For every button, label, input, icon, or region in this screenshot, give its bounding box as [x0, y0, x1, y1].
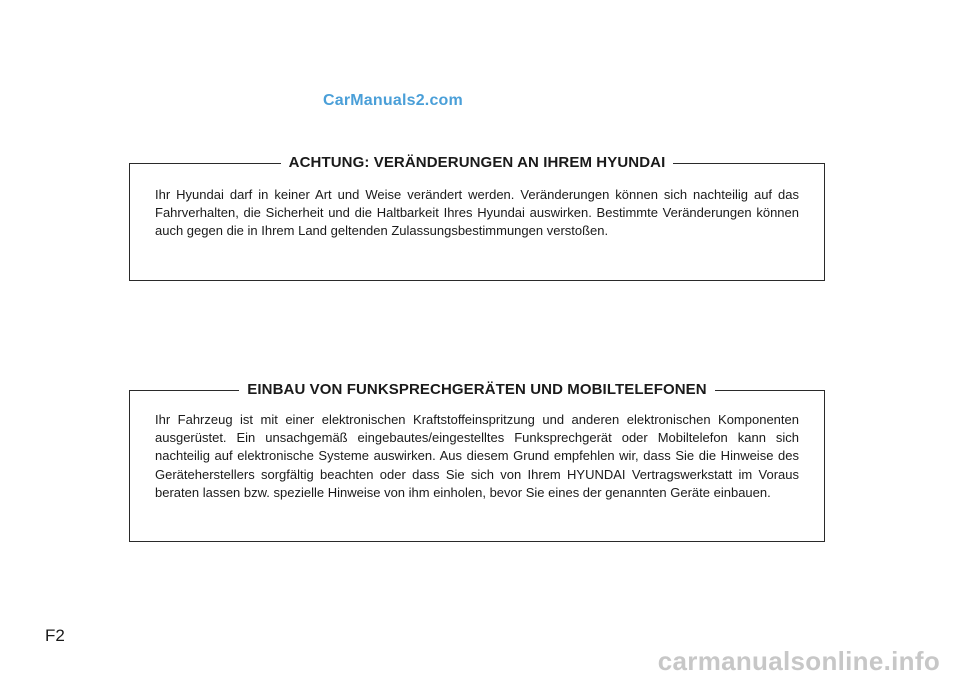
warning-title-modifications-text: ACHTUNG: VERÄNDERUNGEN AN IHREM HYUNDAI [281, 154, 674, 171]
warning-title-radio-phones-text: EINBAU VON FUNKSPRECHGERÄTEN UND MOBILTELEFONEN [239, 381, 714, 398]
warning-text-radio-phones: Ihr Fahrzeug ist mit einer elektronischen Kraftstoffeinspritzung und anderen elektronischen Komponenten ausgerüstet. Ein unsachgemäß eingebautes/eingestelltes Funksprechgerät oder Mobiltelefon kann sich nachteilig auf elektronische Systeme auswirken. Aus diesem Grund empfehlen wir, dass Sie die Hinweise des Geräteherstellers sorgfältig beachten oder dass Sie sich von Ihrem HYUNDAI Vertragswerkstatt im Voraus beraten lassen bzw. spezielle Hinweise von ihm einholen, bevor Sie eines der genannten Geräte einbauen. [155, 412, 799, 500]
warning-title-modifications [130, 153, 824, 173]
warning-box-radio-phones [129, 381, 825, 542]
page-number: F2 [45, 626, 65, 645]
watermark-carmanuals2: CarManuals2.com [323, 92, 463, 109]
warning-box-modifications [129, 154, 825, 281]
warning-text-modifications: Ihr Hyundai darf in keiner Art und Weise verändert werden. Veränderungen können sich nachteilig auf das Fahrverhalten, die Sicherheit und die Haltbarkeit Ihres Hyundai auswirken. Bestimmte Veränderungen können auch gegen die in Ihrem Land geltenden Zulassungsbestimmungen verstoßen. [155, 187, 799, 239]
warning-title-radio-phones [130, 380, 824, 400]
watermark-carmanualsonline: carmanualsonline.info [657, 646, 940, 676]
